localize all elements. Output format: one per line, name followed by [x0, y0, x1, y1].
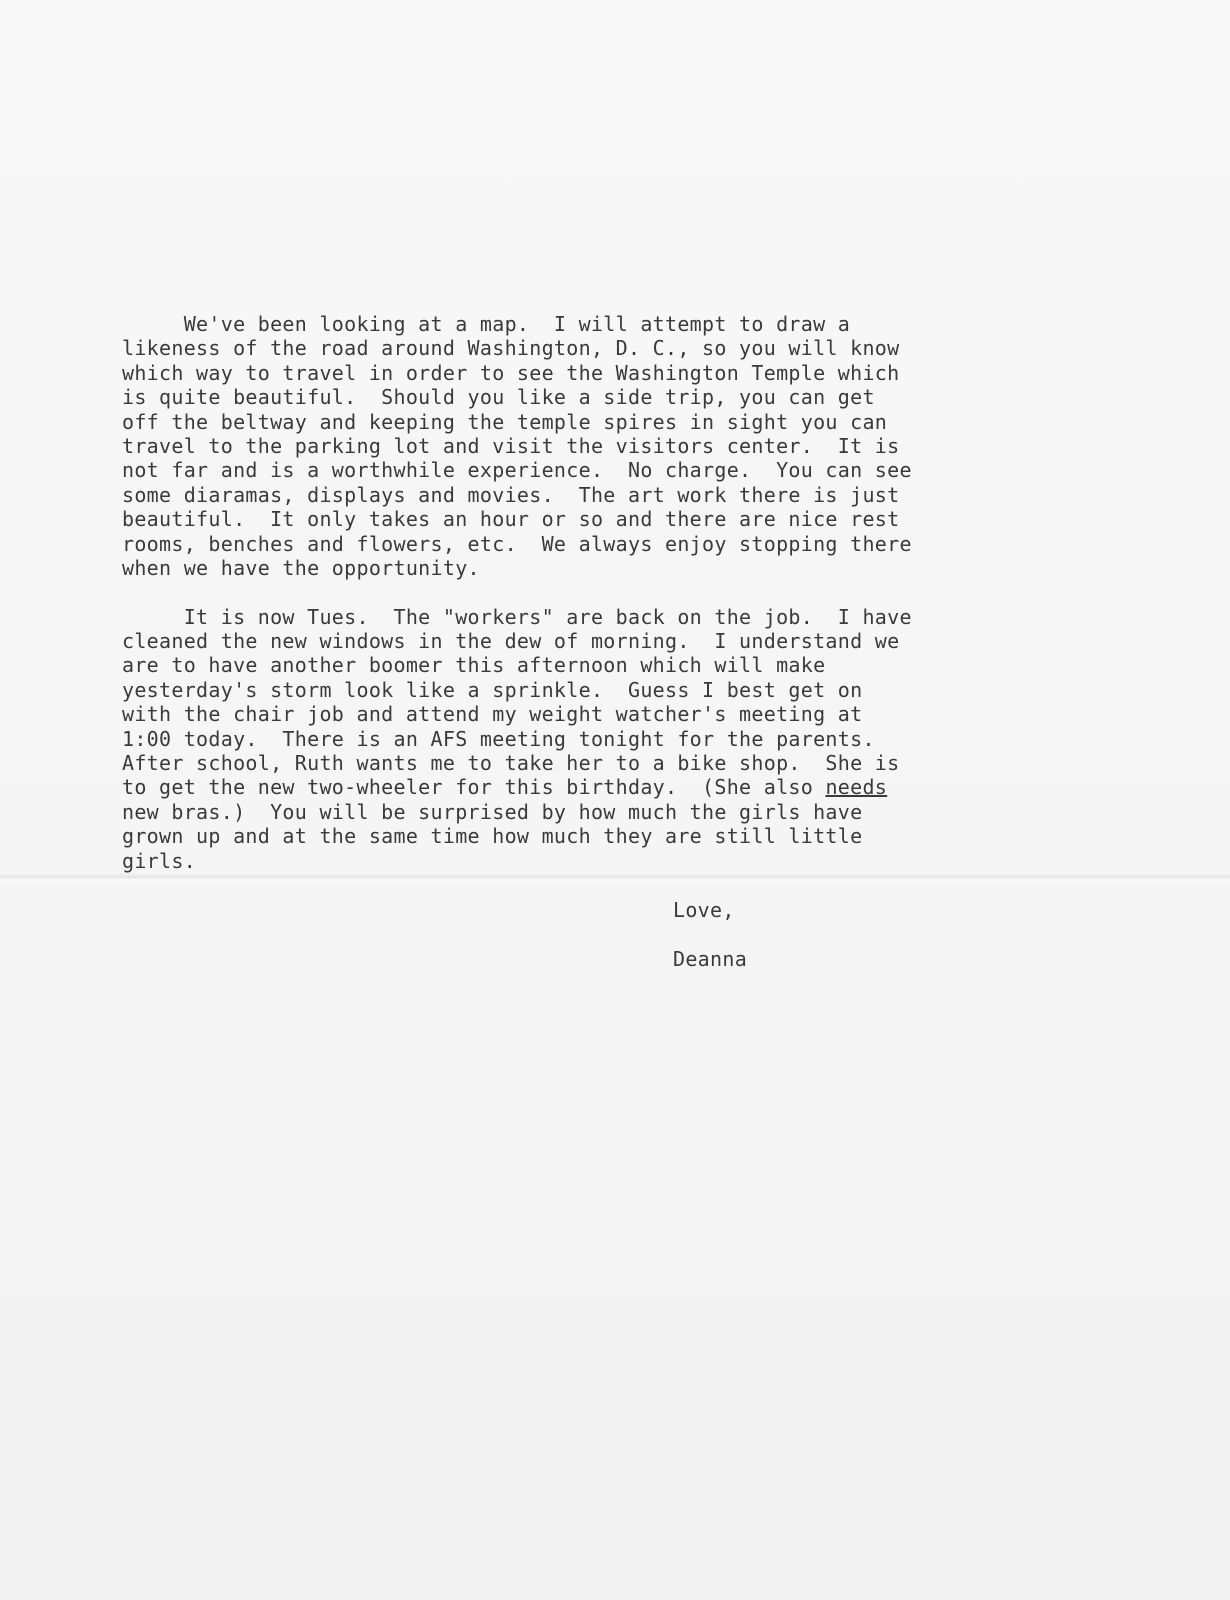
- paragraph-2-line: yesterday's storm look like a sprinkle. Guess I best get on: [122, 677, 863, 702]
- paragraph-1-line: is quite beautiful. Should you like a side trip, you can get: [122, 385, 875, 410]
- underlined-word: needs: [825, 775, 888, 800]
- paragraph-1-line: which way to travel in order to see the Washington Temple which: [122, 360, 900, 385]
- paper-fold-crease: [0, 873, 1230, 883]
- paragraph-2-line: 1:00 today. There is an AFS meeting tonight for the parents.: [122, 726, 875, 751]
- paragraph-1-line: beautiful. It only takes an hour or so and there are nice rest: [122, 507, 900, 532]
- paragraph-1-line: when we have the opportunity.: [122, 555, 480, 580]
- paragraph-2-line: are to have another boomer this afternoon which will make: [122, 653, 826, 678]
- letter-signature: Deanna: [673, 947, 748, 971]
- paragraph-2-line: [122, 775, 1122, 799]
- paragraph-1-line: not far and is a worthwhile experience. No charge. You can see: [122, 458, 912, 483]
- paragraph-1-line: We've been looking at a map. I will attempt to draw a: [122, 312, 851, 336]
- paragraph-2-line: After school, Ruth wants me to take her to a bike shop. She is: [122, 751, 900, 776]
- letter-body: [122, 312, 1122, 873]
- paragraph-1-line: rooms, benches and flowers, etc. We always enjoy stopping there: [122, 531, 912, 556]
- paragraph-2-line-text: to get the new two-wheeler for this birthday. (She also: [122, 775, 826, 800]
- paragraph-gap: [122, 580, 1122, 604]
- paragraph-2-line: grown up and at the same time how much they are still little: [122, 824, 863, 849]
- paragraph-2-line: girls.: [122, 848, 197, 873]
- paragraph-1-line: likeness of the road around Washington, D. C., so you will know: [122, 336, 900, 361]
- paragraph-2-line: with the chair job and attend my weight watcher's meeting at: [122, 702, 863, 727]
- paragraph-2-line: cleaned the new windows in the dew of morning. I understand we: [122, 629, 900, 654]
- paragraph-2-line: new bras.) You will be surprised by how much the girls have: [122, 799, 863, 824]
- letter-closing: Love,: [673, 898, 735, 922]
- paragraph-1-line: some diaramas, displays and movies. The art work there is just: [122, 482, 900, 507]
- paragraph-1-line: off the beltway and keeping the temple spires in sight you can: [122, 409, 888, 434]
- paragraph-2-line: It is now Tues. The "workers" are back on the job. I have: [122, 604, 912, 629]
- paragraph-1-line: travel to the parking lot and visit the visitors center. It is: [122, 433, 900, 458]
